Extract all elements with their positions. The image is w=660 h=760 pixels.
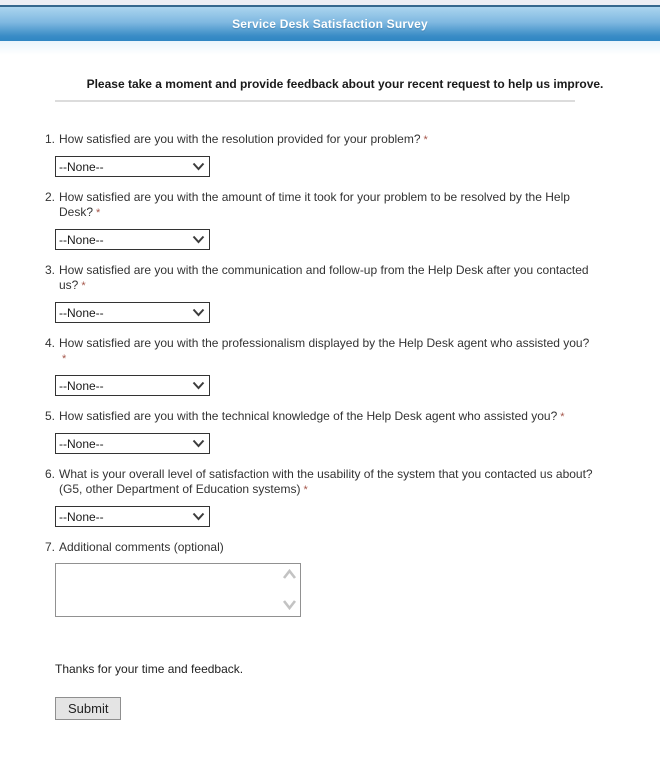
question-4-dropdown[interactable] — [55, 375, 210, 396]
question-4 — [45, 336, 645, 396]
question-3-number: 3. — [45, 263, 56, 277]
required-asterisk: * — [303, 484, 308, 496]
question-3 — [45, 263, 645, 323]
scrollbar-down-icon[interactable] — [282, 599, 297, 610]
scrollbar-up-icon[interactable] — [282, 569, 297, 580]
question-2 — [45, 190, 645, 250]
survey-header — [0, 5, 660, 41]
bottom-spacer — [45, 720, 645, 760]
question-6-number: 6. — [45, 467, 56, 481]
submit-button[interactable]: Submit — [55, 697, 121, 720]
intro-text: Please take a moment and provide feedback about your recent request to help us improve. — [86, 77, 604, 91]
question-list — [45, 132, 645, 620]
question-5-dropdown[interactable] — [55, 433, 210, 454]
question-7 — [45, 540, 645, 620]
required-asterisk: * — [560, 411, 565, 423]
required-asterisk: * — [423, 134, 428, 146]
question-2-dropdown[interactable] — [55, 229, 210, 250]
question-1 — [45, 132, 645, 177]
required-asterisk: * — [62, 353, 67, 365]
survey-form — [0, 55, 660, 760]
question-3-label: How satisfied are you with the communication and follow-up from the Help Desk after you contacted us? * — [59, 263, 589, 292]
page-title: Service Desk Satisfaction Survey — [232, 17, 428, 31]
additional-comments-textarea[interactable] — [55, 563, 301, 617]
question-1-number: 1. — [45, 132, 56, 146]
question-2-label: How satisfied are you with the amount of time it took for your problem to be resolved by the Help Desk? * — [59, 190, 570, 219]
required-asterisk: * — [96, 207, 101, 219]
question-2-number: 2. — [45, 190, 56, 204]
question-3-dropdown[interactable] — [55, 302, 210, 323]
question-7-number: 7. — [45, 540, 56, 554]
header-fade — [0, 41, 660, 55]
question-5-number: 5. — [45, 409, 56, 423]
question-1-dropdown[interactable] — [55, 156, 210, 177]
question-6-label: What is your overall level of satisfaction with the usability of the system that you contacted us about? (G5, other Department of Education systems) * — [59, 467, 593, 496]
question-7-label: Additional comments (optional) — [59, 540, 224, 554]
question-4-number: 4. — [45, 336, 56, 350]
question-5 — [45, 409, 645, 454]
question-5-label: How satisfied are you with the technical knowledge of the Help Desk agent who assisted you? * — [59, 409, 565, 423]
required-asterisk: * — [81, 280, 86, 292]
question-6 — [45, 467, 645, 527]
intro-divider — [55, 100, 575, 102]
question-1-label: How satisfied are you with the resolution provided for your problem? * — [59, 132, 428, 146]
thanks-text: Thanks for your time and feedback. — [55, 662, 244, 676]
question-4-label: How satisfied are you with the professionalism displayed by the Help Desk agent who assisted you?* — [59, 336, 590, 365]
question-6-dropdown[interactable] — [55, 506, 210, 527]
